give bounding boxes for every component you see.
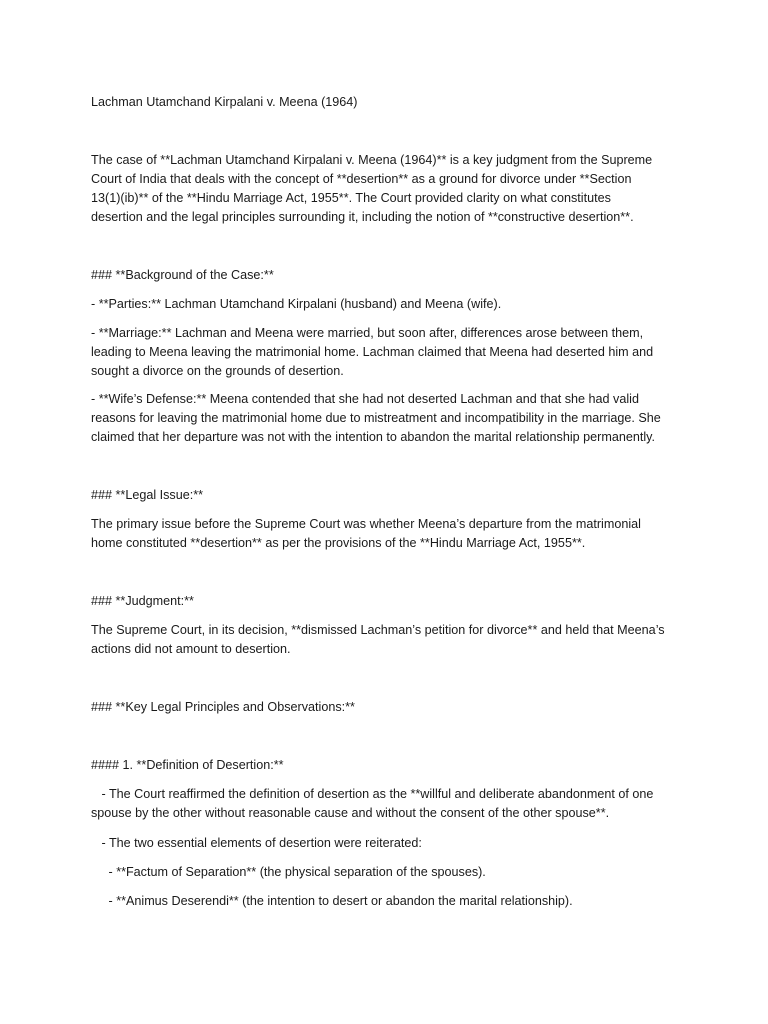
list-line: reasons for leaving the matrimonial home due to mistreatment and incompatibility in the marriage. She (91, 411, 661, 425)
parties-item (91, 295, 691, 314)
background-heading (91, 266, 691, 285)
list-line: - **Marriage:** Lachman and Meena were married, but soon after, differences arose between them, (91, 326, 644, 340)
heading-line: ### **Background of the Case:** (91, 268, 274, 282)
body-line: The Supreme Court, in its decision, **dismissed Lachman’s petition for divorce** and held that Meena’s (91, 623, 665, 637)
marriage-item (91, 324, 691, 381)
list-line: sought a divorce on the grounds of desertion. (91, 364, 344, 378)
list-line: leading to Meena leaving the matrimonial home. Lachman claimed that Meena had deserted him and (91, 345, 654, 359)
list-line: claimed that her departure was not with the intention to abandon the marital relationship permanently. (91, 430, 656, 444)
body-line: The primary issue before the Supreme Court was whether Meena’s departure from the matrimonial (91, 517, 641, 531)
body-line: actions did not amount to desertion. (91, 642, 291, 656)
intro-line: 13(1)(ib)** of the **Hindu Marriage Act, 1955**. The Court provided clarity on what constitutes (91, 191, 611, 205)
title-line: Lachman Utamchand Kirpalani v. Meena (1964) (91, 95, 358, 109)
principles-heading (91, 698, 691, 717)
judgment-paragraph (91, 621, 691, 659)
elements-intro (91, 834, 691, 853)
legal-issue-paragraph (91, 515, 691, 553)
heading-line: ### **Key Legal Principles and Observations:** (91, 700, 355, 714)
heading-line: ### **Legal Issue:** (91, 488, 204, 502)
element-animus (91, 892, 691, 911)
list-line: - **Parties:** Lachman Utamchand Kirpalani (husband) and Meena (wife). (91, 297, 502, 311)
heading-line: #### 1. **Definition of Desertion:** (91, 758, 284, 772)
body-line: spouse by the other without reasonable cause and without the consent of the other spouse**. (91, 806, 610, 820)
wife-defense-item (91, 390, 691, 447)
element-factum (91, 863, 691, 882)
body-line: - The two essential elements of desertion were reiterated: (91, 836, 422, 850)
document-title (91, 93, 691, 112)
list-line: - **Animus Deserendi** (the intention to desert or abandon the marital relationship). (91, 894, 573, 908)
legal-issue-heading (91, 486, 691, 505)
body-line: - The Court reaffirmed the definition of desertion as the **willful and deliberate abandonment of one (91, 787, 654, 801)
definition-paragraph (91, 785, 691, 823)
intro-line: Court of India that deals with the concept of **desertion** as a ground for divorce under **Section (91, 172, 632, 186)
body-line: home constituted **desertion** as per the provisions of the **Hindu Marriage Act, 1955**. (91, 536, 586, 550)
list-line: - **Wife’s Defense:** Meena contended that she had not deserted Lachman and that she had valid (91, 392, 639, 406)
intro-line: desertion and the legal principles surrounding it, including the notion of **constructive desertion**. (91, 210, 634, 224)
heading-line: ### **Judgment:** (91, 594, 194, 608)
definition-heading (91, 756, 691, 775)
judgment-heading (91, 592, 691, 611)
list-line: - **Factum of Separation** (the physical separation of the spouses). (91, 865, 486, 879)
intro-line: The case of **Lachman Utamchand Kirpalani v. Meena (1964)** is a key judgment from the Supreme (91, 153, 653, 167)
intro-paragraph (91, 151, 691, 227)
